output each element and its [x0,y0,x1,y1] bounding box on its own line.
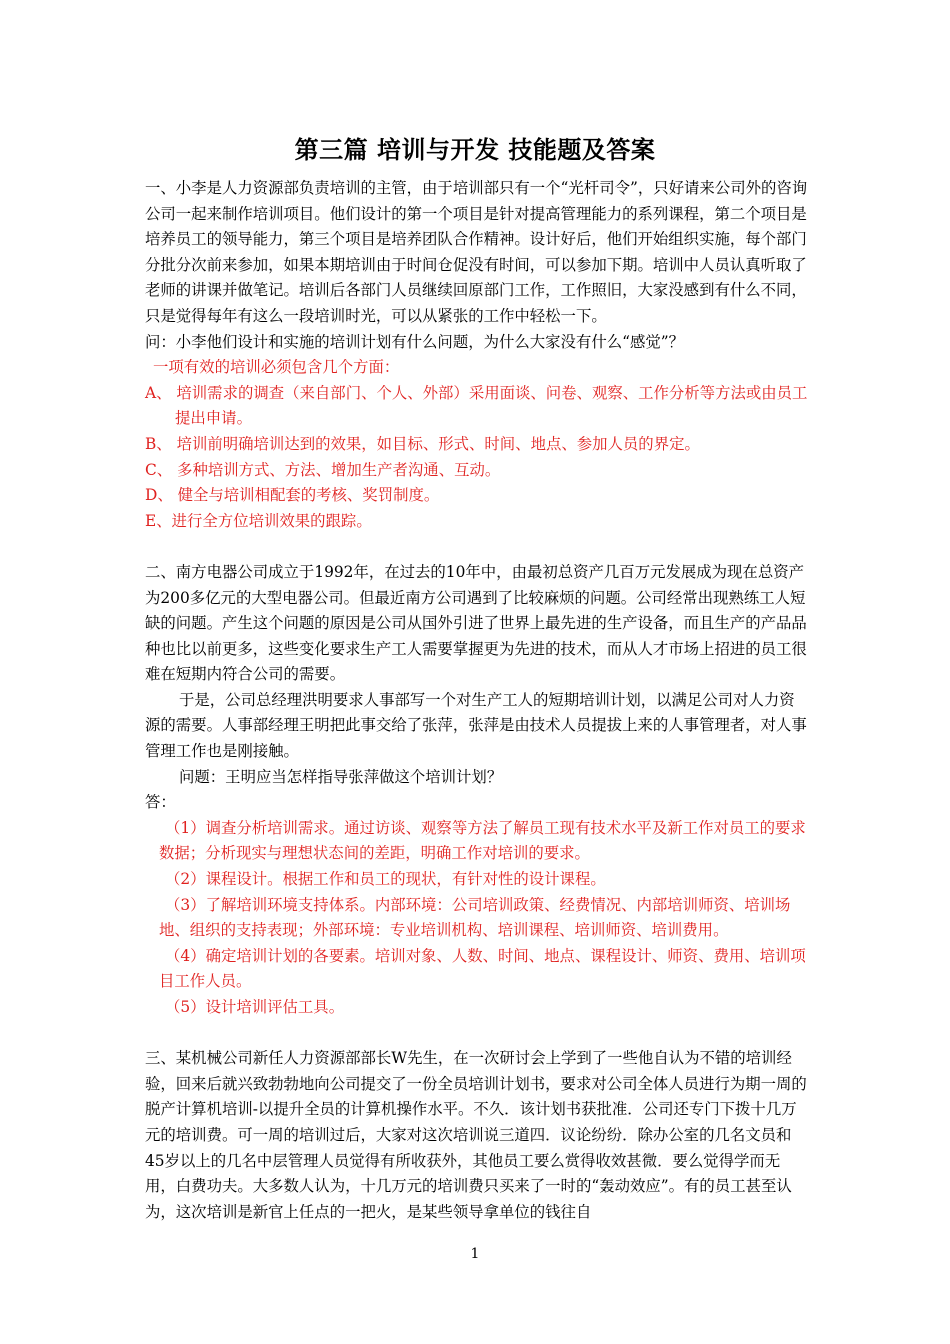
answer-1-item-b: B、 培训前明确培训达到的效果，如目标、形式、时间、地点、参加人员的界定。 [145,434,700,453]
question-1-body: 一、小李是人力资源部负责培训的主管，由于培训部只有一个“光杆司令”，只好请来公司外的咨询公司一起来制作培训项目。他们设计的第一个项目是针对提高管理能力的系列课程，第二个项目是培养员工的领导能力，第三个项目是培养团队合作精神。设计好后，他们开始组织实施，每个部门分批分次前来参加，如果本期培训由于时间仓促没有时间，可以参加下期。培训中人员认真听取了老师的讲课并做笔记。培训后各部门人员继续回原部门工作，工作照旧，大家没感到有什么不同，只是觉得每年有这么一段培训时光，可以从紧张的工作中轻松一下。 [145,179,808,325]
page-title: 第三篇 培训与开发 技能题及答案 [294,135,656,164]
question-3-body: 三、某机械公司新任人力资源部部长W先生，在一次研讨会上学到了一些他自认为不错的培训经验，回来后就兴致勃勃地向公司提交了一份全员培训计划书，要求对公司全体人员进行为期一周的脱产计算机培训-以提升全员的计算机操作水平。不久．该计划书获批准．公司还专门下拨十几万元的培训费。可一周的培训过后，大家对这次培训说三道四．议论纷纷．除办公室的几名文员和45岁以上的几名中层管理人员觉得有所收获外，其他员工要么赏得收效甚微．要么觉得学而无用，白费功夫。大多数人认为，十几万元的培训费只买来了一时的“轰动效应”。有的员工甚至认为，这次培训是新官上任点的一把火，是某些领导拿单位的钱往自 [145,1049,807,1221]
answer-2-item-4: （4）确定培训计划的各要素。培训对象、人数、时间、地点、课程设计、师资、费用、培训项目工作人员。 [159,946,806,991]
answer-2-item-1: （1）调查分析培训需求。通过访谈、观察等方法了解员工现有技术水平及新工作对员工的要求数据；分析现实与理想状态间的差距，明确工作对培训的要求。 [159,818,806,863]
answer-1-item-a: A、 培训需求的调查（来自部门、个人、外部）采用面谈、问卷、观察、工作分析等方法或由员工提出申请。 [145,383,808,428]
answer-2-item-2: （2）课程设计。根据工作和员工的现状，有针对性的设计课程。 [165,870,606,889]
page-number: 1 [470,1246,480,1262]
question-2-body-continued: 于是，公司总经理洪明要求人事部写一个对生产工人的短期培训计划，以满足公司对人力资源的需要。人事部经理王明把此事交给了张萍，张萍是由技术人员提拔上来的人事管理者，对人事管理工作也是刚接触。 [145,690,807,761]
answer-1-item-d: D、 健全与培训相配套的考核、奖罚制度。 [145,486,440,505]
answer-1-item-c: C、 多种培训方式、方法、增加生产者沟通、互动。 [145,460,501,479]
question-2-body: 二、南方电器公司成立于1992年，在过去的10年中，由最初总资产几百万元发展成为现在总资产为200多亿元的大型电器公司。但最近南方公司遇到了比较麻烦的问题。公司经常出现熟练工人短缺的问题。产生这个问题的原因是公司从国外引进了世界上最先进的生产设备，而且生产的产品品种也比以前更多，这些变化要求生产工人需要掌握更为先进的技术，而从人才市场上招进的员工很难在短期内符合公司的需要。 [145,562,807,684]
answer-2-item-3: （3）了解培训环境支持体系。内部环境：公司培训政策、经费情况、内部培训师资、培训场地、组织的支持表现；外部环境：专业培训机构、培训课程、培训师资、培训费用。 [159,895,791,940]
paragraph-spacer [145,534,809,560]
answer-2-item-5: （5）设计培训评估工具。 [165,998,345,1016]
question-1-prompt: 问：小李他们设计和实施的培训计划有什么问题，为什么大家没有什么“感觉”？ [145,332,685,351]
paragraph-spacer [145,1021,809,1047]
answer-2-label: 答： [145,793,176,812]
answer-1-intro: 一项有效的培训必须包含几个方面： [153,358,400,377]
document-body [145,176,809,1225]
answer-1-item-e: E、进行全方位培训效果的跟踪。 [145,511,372,530]
question-2-prompt: 问题：王明应当怎样指导张萍做这个培训计划？ [179,767,503,786]
